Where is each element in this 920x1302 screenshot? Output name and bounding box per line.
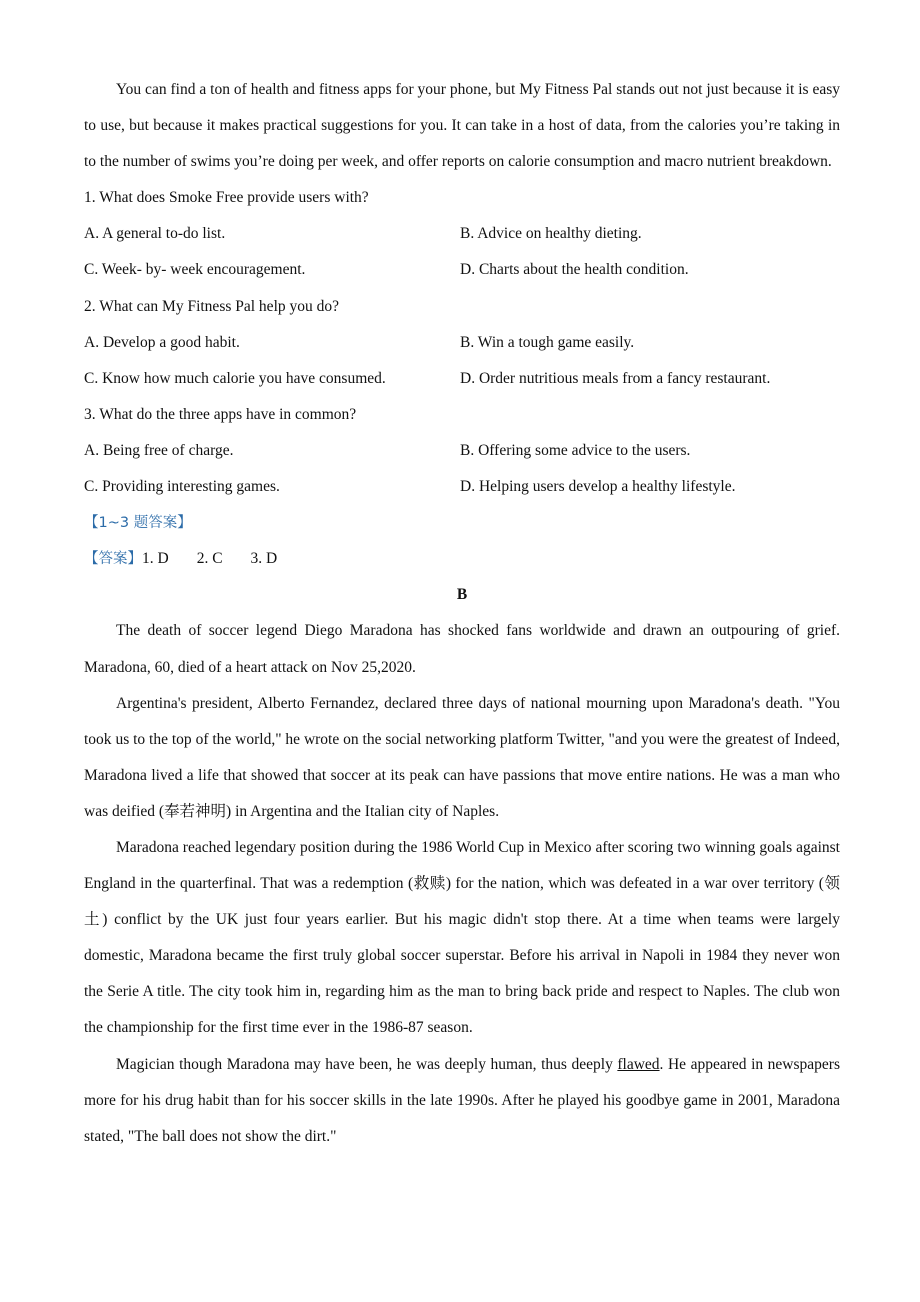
question-2-options-row-1: [84, 325, 840, 361]
question-2-option-b[interactable]: B. Win a tough game easily.: [460, 333, 635, 351]
question-3-stem: 3. What do the three apps have in common?: [84, 405, 357, 423]
section-b-paragraph-3: Maradona reached legendary position during the 1986 World Cup in Mexico after scoring two winning goals against England in the quarterfinal. That was a redemption (救赎) for the nation, which was defeated in a war over territory (领土) conflict by the UK just four years earlier. But his magic didn't stop there. At a time when teams were largely domestic, Maradona became the first truly global soccer superstar. Before his arrival in Napoli in 1984 they never won the Serie A title. The city took him in, regarding him as the man to bring back pride and respect to Naples. The club won the championship for the first time ever in the 1986-87 season.: [84, 838, 840, 1037]
question-3-option-d[interactable]: D. Helping users develop a healthy lifestyle.: [460, 478, 736, 496]
intro-paragraph: You can find a ton of health and fitness apps for your phone, but My Fitness Pal stands out not just because it is easy to use, but because it makes practical suggestions for you. It can take in a host of data, from the calories you’re taking in to the number of swims you’re doing per week, and offer reports on calorie consumption and macro nutrient breakdown.: [84, 81, 840, 171]
section-b-paragraph-2: Argentina's president, Alberto Fernandez, declared three days of national mourning upon Maradona's death. "You took us to the top of the world," he wrote on the social networking platform Twitter, "and you were the greatest of Indeed, Maradona lived a life that showed that soccer at its peak can have passions that move entire nations. He was a man who was deified (奉若神明) in Argentina and the Italian city of Naples.: [84, 694, 840, 820]
document-page: [84, 72, 840, 1155]
question-2-stem: 2. What can My Fitness Pal help you do?: [84, 297, 340, 315]
answer-header: 【1~3 题答案】: [84, 515, 192, 532]
question-1-option-b[interactable]: B. Advice on healthy dieting.: [460, 225, 642, 243]
question-2-option-a[interactable]: A. Develop a good habit.: [84, 333, 240, 351]
question-1-option-d[interactable]: D. Charts about the health condition.: [460, 261, 689, 279]
answer-label: 【答案】: [84, 551, 142, 568]
paragraph-4-text-before: Magician though Maradona may have been, he was deeply human, thus deeply: [116, 1055, 618, 1073]
answer-header-row: [84, 505, 840, 541]
question-2-option-d[interactable]: D. Order nutritious meals from a fancy restaurant.: [460, 369, 771, 387]
question-3-options-row-1: [84, 433, 840, 469]
question-3-option-b[interactable]: B. Offering some advice to the users.: [460, 441, 691, 459]
answer-1: 1. D: [142, 550, 169, 568]
question-2-option-c[interactable]: C. Know how much calorie you have consumed.: [84, 369, 386, 387]
question-1-options-row-2: [84, 252, 840, 288]
underlined-word-flawed: flawed: [617, 1055, 660, 1073]
section-b-paragraph-1: The death of soccer legend Diego Maradona has shocked fans worldwide and drawn an outpouring of grief. Maradona, 60, died of a heart attack on Nov 25,2020.: [84, 622, 840, 676]
answer-row: [84, 541, 840, 577]
question-3-options-row-2: [84, 469, 840, 505]
question-1-option-a[interactable]: A. A general to-do list.: [84, 225, 226, 243]
question-3-option-a[interactable]: A. Being free of charge.: [84, 441, 234, 459]
section-b-title: B: [456, 586, 468, 604]
question-3-option-c[interactable]: C. Providing interesting games.: [84, 478, 280, 496]
answer-3: 3. D: [250, 550, 278, 568]
question-1-stem: 1. What does Smoke Free provide users with?: [84, 189, 369, 207]
section-b-paragraph-4: [84, 1047, 840, 1155]
question-1-option-c[interactable]: C. Week- by- week encouragement.: [84, 261, 306, 279]
paragraph-4-text-after: . He appeared in newspapers more for his drug habit than for his soccer skills in the late 1990s. After he played his goodbye game in 2001, Maradona stated, "The ball does not show the dirt.": [84, 1055, 840, 1145]
answer-2: 2. C: [196, 550, 223, 568]
question-1-options-row-1: [84, 216, 840, 252]
question-2-options-row-2: [84, 361, 840, 397]
